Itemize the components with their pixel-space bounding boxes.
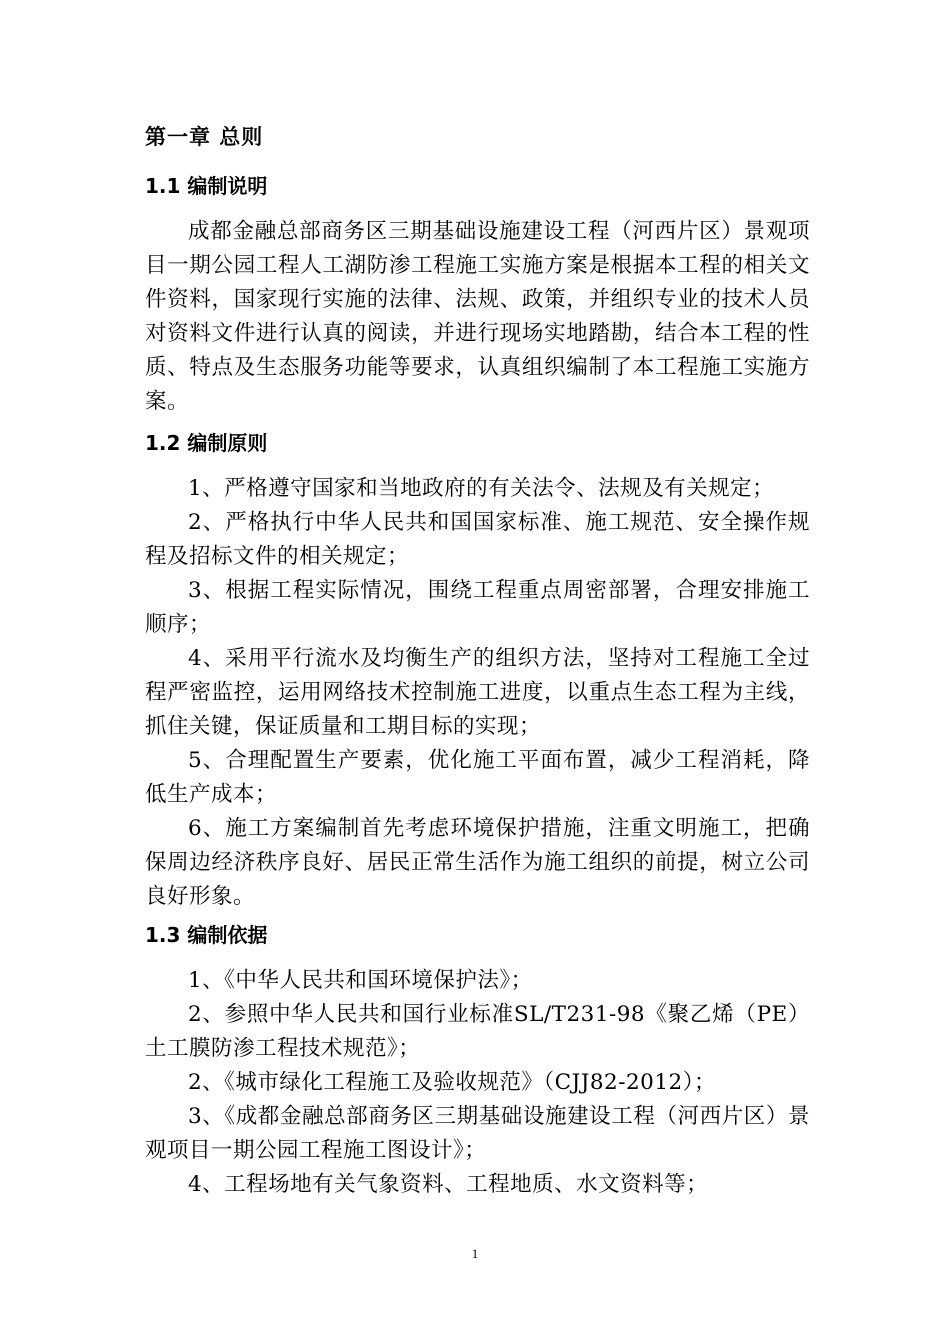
basis-item-2a: 2、参照中华人民共和国行业标准SL/T231-98《聚乙烯（PE）土工膜防渗工程技术规范》； [145, 1002, 810, 1061]
section-heading-1-3: 1.3 编制依据 [145, 923, 268, 947]
principle-item-4: 4、采用平行流水及均衡生产的组织方法，坚持对工程施工全过程严密监控，运用网络技术控制施工进度，以重点生态工程为主线，抓住关键，保证质量和工期目标的实现； [145, 646, 810, 739]
basis-item-4: 4、工程场地有关气象资料、工程地质、水文资料等； [188, 1172, 709, 1197]
principle-item-1: 1、严格遵守国家和当地政府的有关法令、法规及有关规定； [188, 476, 775, 501]
chapter-title: 第一章 总则 [145, 125, 264, 149]
principle-item-3: 3、根据工程实际情况，围绕工程重点周密部署，合理安排施工顺序； [145, 578, 810, 637]
principle-item-6: 6、施工方案编制首先考虑环境保护措施，注重文明施工，把确保周边经济秩序良好、居民正常生活作为施工组织的前提，树立公司良好形象。 [145, 816, 810, 909]
principle-item-5: 5、合理配置生产要素，优化施工平面布置，减少工程消耗，降低生产成本； [145, 748, 810, 807]
basis-item-1: 1、《中华人民共和国环境保护法》； [188, 968, 533, 993]
section-heading-1-2: 1.2 编制原则 [145, 431, 268, 455]
basis-item-3: 3、《成都金融总部商务区三期基础设施建设工程（河西片区）景观项目一期公园工程施工图设计》； [145, 1104, 810, 1163]
basis-item-2b: 2、《城市绿化工程施工及验收规范》（CJJ82-2012）； [188, 1070, 716, 1095]
section-heading-1-1: 1.1 编制说明 [145, 174, 268, 198]
principle-item-2: 2、严格执行中华人民共和国国家标准、施工规范、安全操作规程及招标文件的相关规定； [145, 510, 810, 569]
paragraph-compilation-description: 成都金融总部商务区三期基础设施建设工程（河西片区）景观项目一期公园工程人工湖防渗工程施工实施方案是根据本工程的相关文件资料，国家现行实施的法律、法规、政策，并组织专业的技术人员对资料文件进行认真的阅读，并进行现场实地踏勘，结合本工程的性质、特点及生态服务功能等要求，认真组织编制了本工程施工实施方案。 [145, 219, 810, 414]
page-number: 1 [471, 1246, 479, 1261]
